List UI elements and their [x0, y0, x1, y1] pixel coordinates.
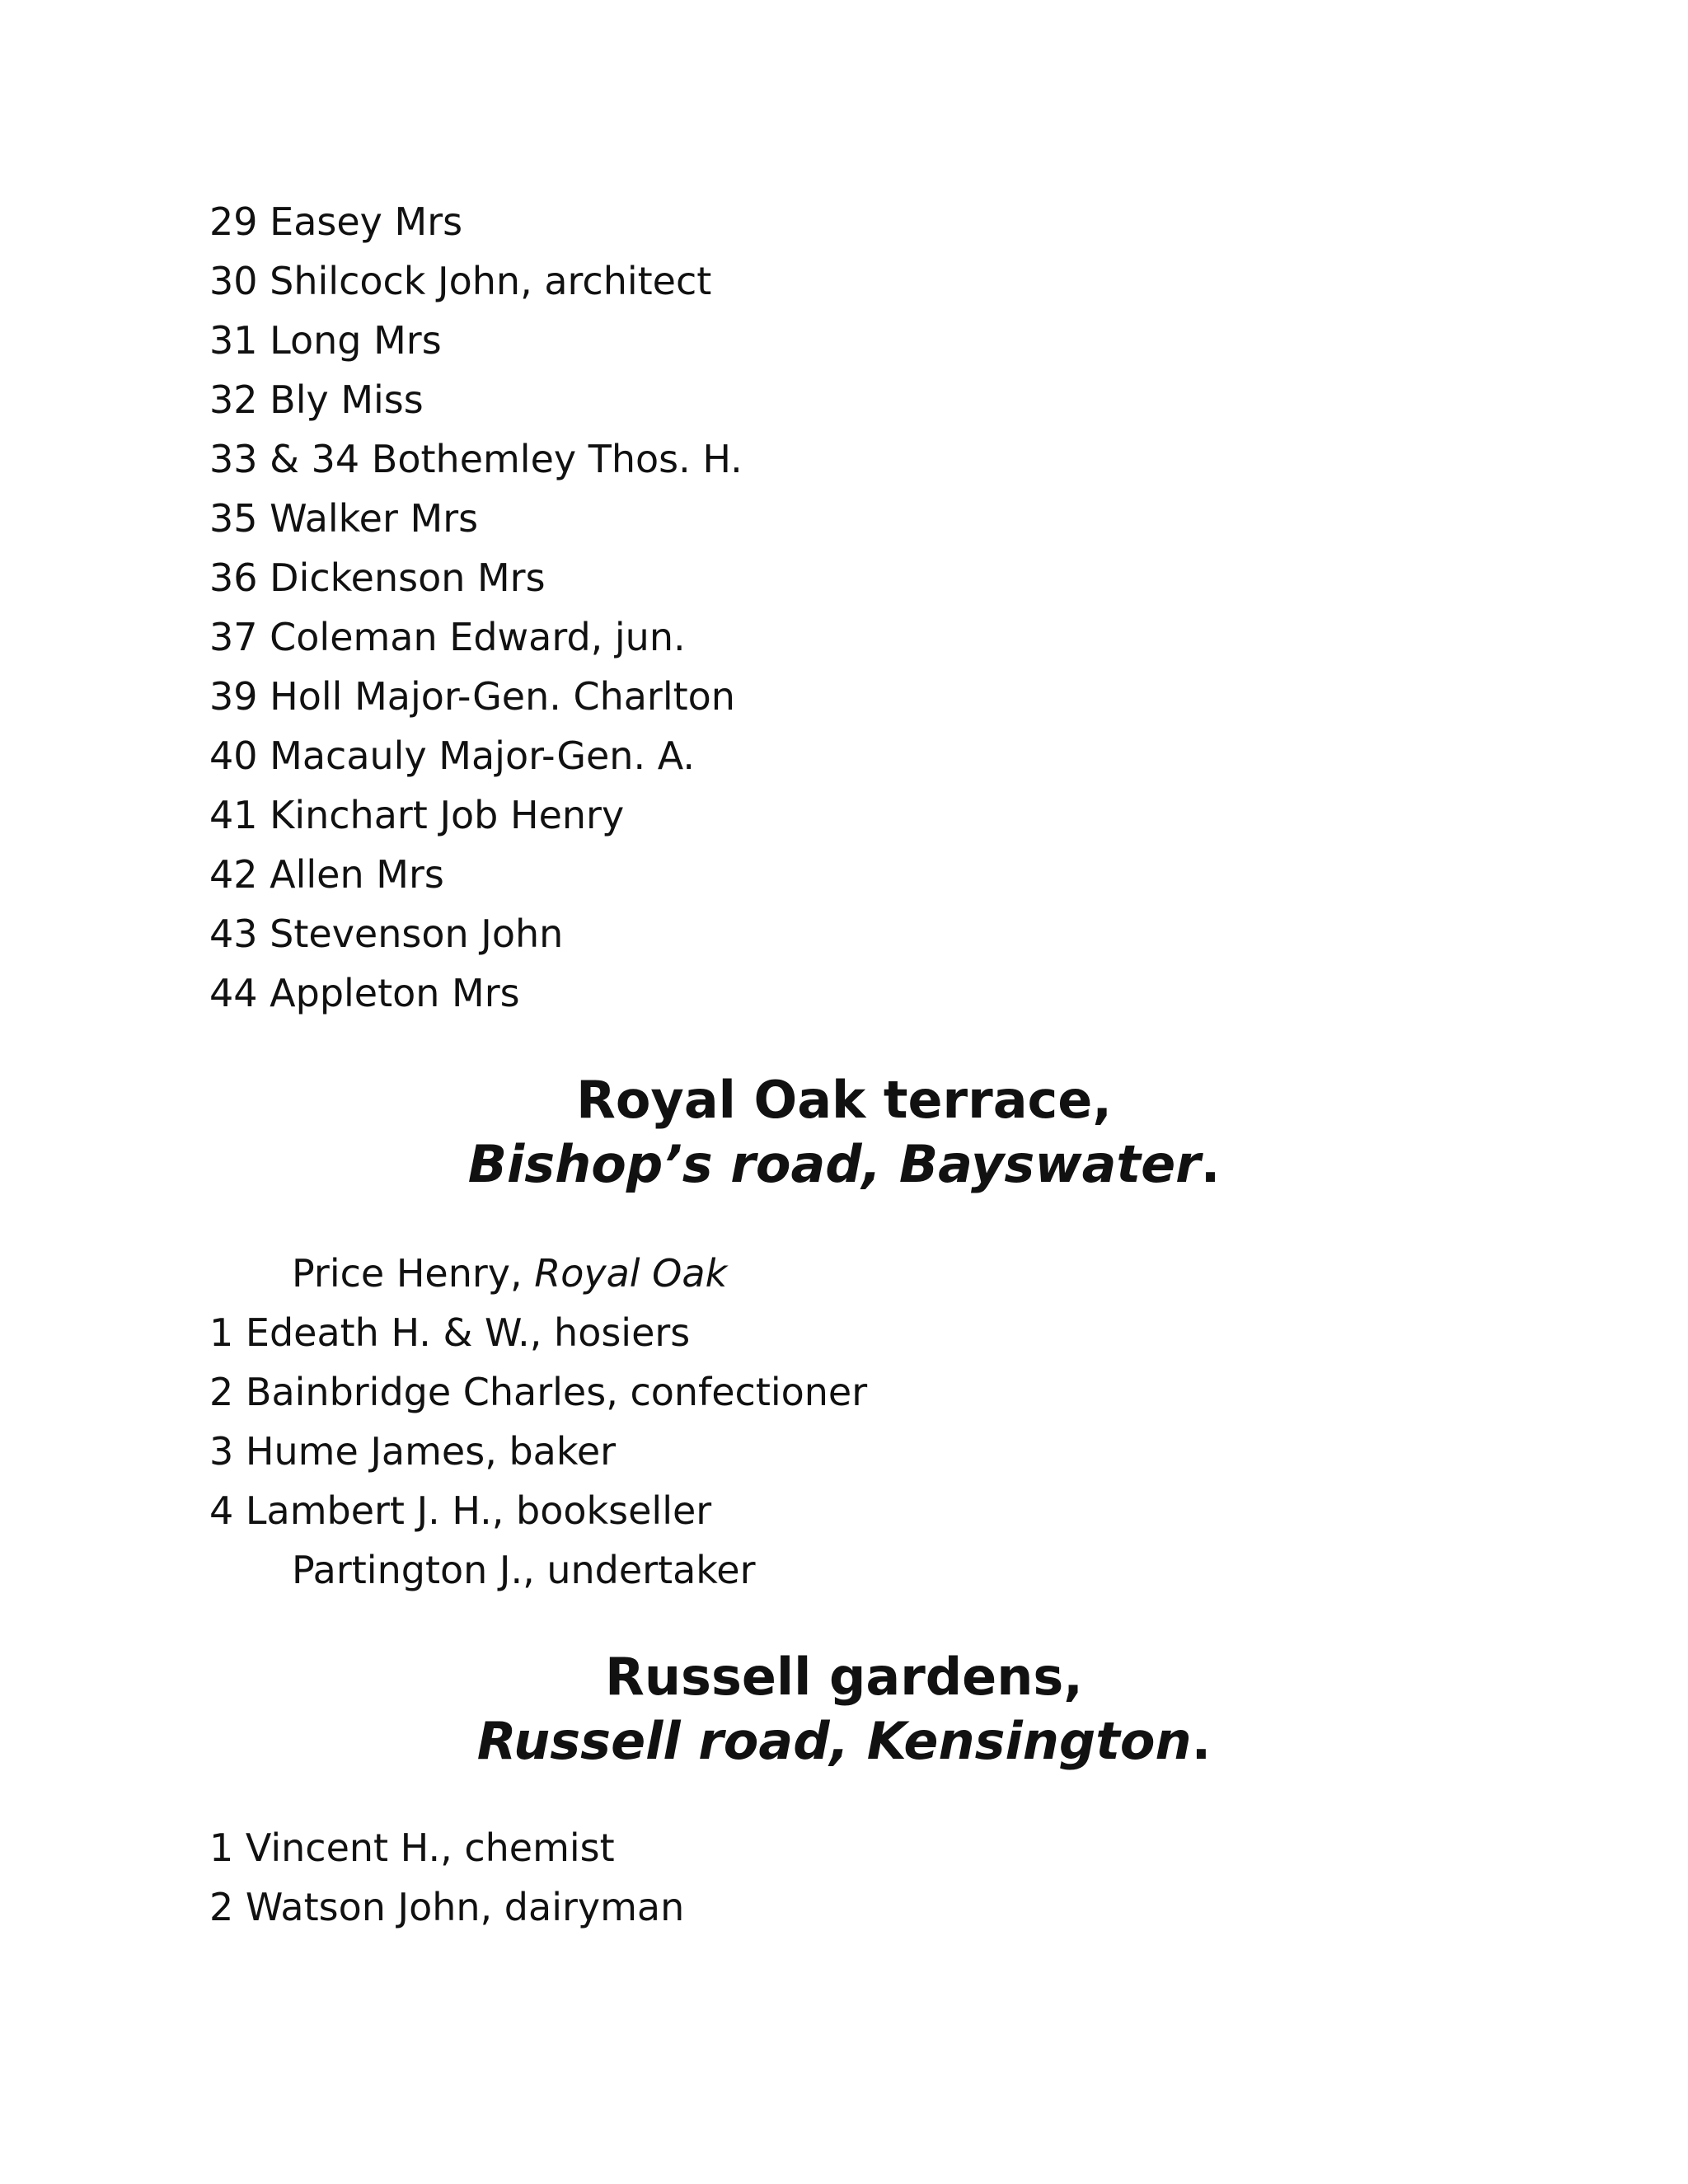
list-item: 3 Hume James, baker — [209, 1429, 617, 1474]
list-item: 40 Macauly Major-Gen. A. — [209, 733, 695, 778]
list-item: 2 Watson John, dairyman — [209, 1885, 685, 1929]
heading-subtitle-end: . — [1200, 1134, 1221, 1194]
list-item: 1 Edeath H. & W., hosiers — [209, 1310, 691, 1355]
heading-title: Russell gardens, — [605, 1647, 1083, 1707]
heading-subtitle-end: . — [1191, 1711, 1212, 1771]
list-item: 4 Lambert J. H., bookseller — [209, 1488, 712, 1533]
list-item: 29 Easey Mrs — [209, 199, 463, 244]
section-heading-russell-gardens — [0, 1645, 1688, 1774]
list-item: 36 Dickenson Mrs — [209, 555, 546, 600]
section-heading-royal-oak — [0, 1068, 1688, 1197]
entry-name: Price Henry, — [292, 1251, 535, 1296]
residents-list — [209, 192, 743, 1023]
heading-subtitle — [0, 1132, 1688, 1197]
list-item: 31 Long Mrs — [209, 318, 442, 363]
heading-title: Royal Oak terrace, — [576, 1070, 1112, 1130]
heading-subtitle — [0, 1709, 1688, 1774]
list-item: 2 Bainbridge Charles, confectioner — [209, 1370, 868, 1414]
list-item: Partington J., undertaker — [292, 1548, 756, 1592]
list-item — [209, 1244, 867, 1303]
russell-gardens-list — [209, 1818, 684, 1937]
list-item: 44 Appleton Mrs — [209, 971, 520, 1015]
royal-oak-list — [209, 1244, 867, 1600]
list-item: 37 Coleman Edward, jun. — [209, 615, 686, 659]
list-item: 39 Holl Major-Gen. Charlton — [209, 674, 735, 719]
entry-italic: Royal Oak — [534, 1251, 728, 1296]
list-item: 1 Vincent H., chemist — [209, 1825, 615, 1870]
heading-subtitle-italic: Bishop’s road, Bayswater — [467, 1134, 1201, 1194]
heading-subtitle-italic: Russell road, Kensington — [476, 1711, 1192, 1771]
list-item: 35 Walker Mrs — [209, 496, 479, 541]
list-item: 41 Kinchart Job Henry — [209, 793, 625, 837]
list-item: 43 Stevenson John — [209, 912, 564, 956]
list-item: 32 Bly Miss — [209, 377, 424, 422]
list-item: 30 Shilcock John, architect — [209, 259, 712, 303]
list-item: 33 & 34 Bothemley Thos. H. — [209, 437, 743, 481]
list-item: 42 Allen Mrs — [209, 852, 444, 897]
